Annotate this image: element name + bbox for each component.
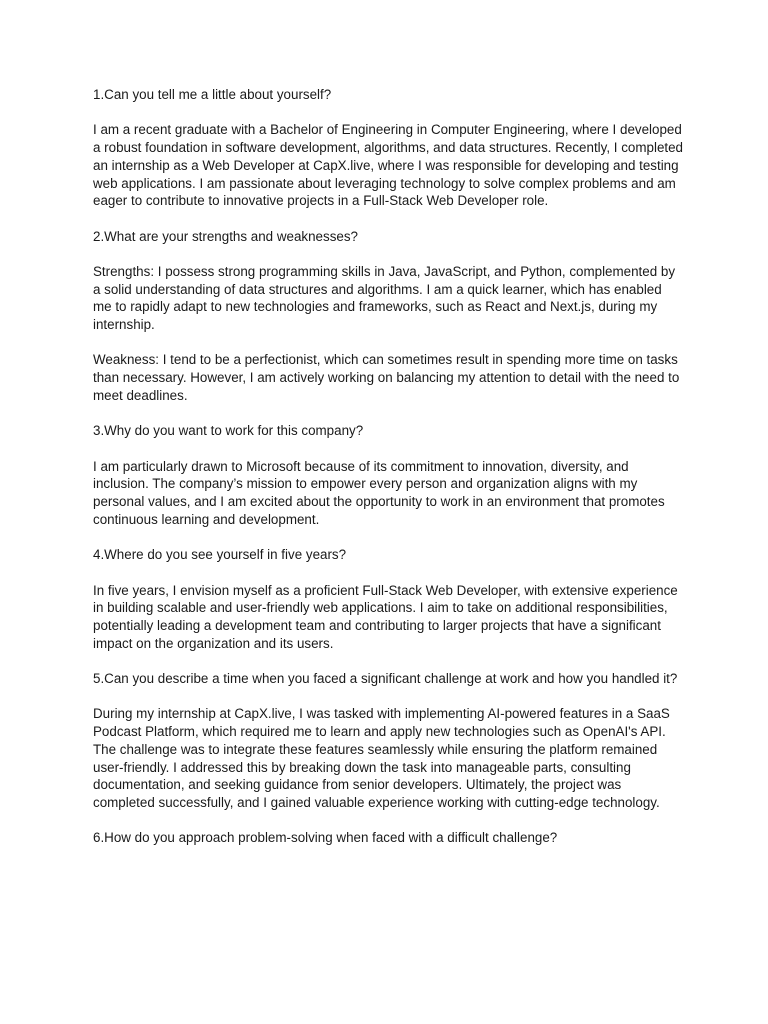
question-5: 5.Can you describe a time when you faced a significant challenge at work and how you handled it?: [93, 671, 678, 687]
answer-4: In five years, I envision myself as a proficient Full-Stack Web Developer, with extensive experience in building scalable and user-friendly web applications. I aim to take on additional responsibilities, potentially leading a development team and contributing to larger projects that have a significant impact on the organization and its users.: [93, 582, 678, 651]
question-3: 3.Why do you want to work for this company?: [93, 423, 364, 439]
answer-2-strengths: Strengths: I possess strong programming skills in Java, JavaScript, and Python, complemented by a solid understanding of data structures and algorithms. I am a quick learner, which has enabled me to rapidly adapt to new technologies and frameworks, such as React and Next.js, during my internship.: [93, 263, 676, 333]
question-2: 2.What are your strengths and weaknesses?: [93, 228, 358, 244]
question-6: 6.How do you approach problem-solving when faced with a difficult challenge?: [93, 830, 558, 846]
document-body: [93, 86, 683, 865]
question-1: 1.Can you tell me a little about yourself?: [93, 87, 332, 102]
question-4: 4.Where do you see yourself in five years?: [93, 547, 347, 563]
answer-1: I am a recent graduate with a Bachelor of Engineering in Computer Engineering, where I developed a robust foundation in software development, algorithms, and data structures. Recently, I completed an internship as a Web Developer at CapX.live, where I was responsible for developing and testing web applications. I am passionate about leveraging technology to solve complex problems and am eager to contribute to innovative projects in a Full-Stack Web Developer role.: [93, 122, 684, 209]
answer-2-weakness: Weakness: I tend to be a perfectionist, which can sometimes result in spending more time on tasks than necessary. However, I am actively working on balancing my attention to detail with the need to meet deadlines.: [93, 352, 680, 403]
answer-3: I am particularly drawn to Microsoft because of its commitment to innovation, diversity, and inclusion. The company’s mission to empower every person and organization aligns with my personal values, and I am excited about the opportunity to work in an environment that promotes continuous learning and development.: [93, 458, 665, 527]
answer-5: During my internship at CapX.live, I was tasked with implementing AI-powered features in a SaaS Podcast Platform, which required me to learn and apply new technologies such as OpenAI's API. The challenge was to integrate these features seamlessly while ensuring the platform remained user-friendly. I addressed this by breaking down the task into manageable parts, consulting documentation, and seeking guidance from senior developers. Ultimately, the project was completed successfully, and I gained valuable experience working with cutting-edge technology.: [93, 706, 670, 810]
